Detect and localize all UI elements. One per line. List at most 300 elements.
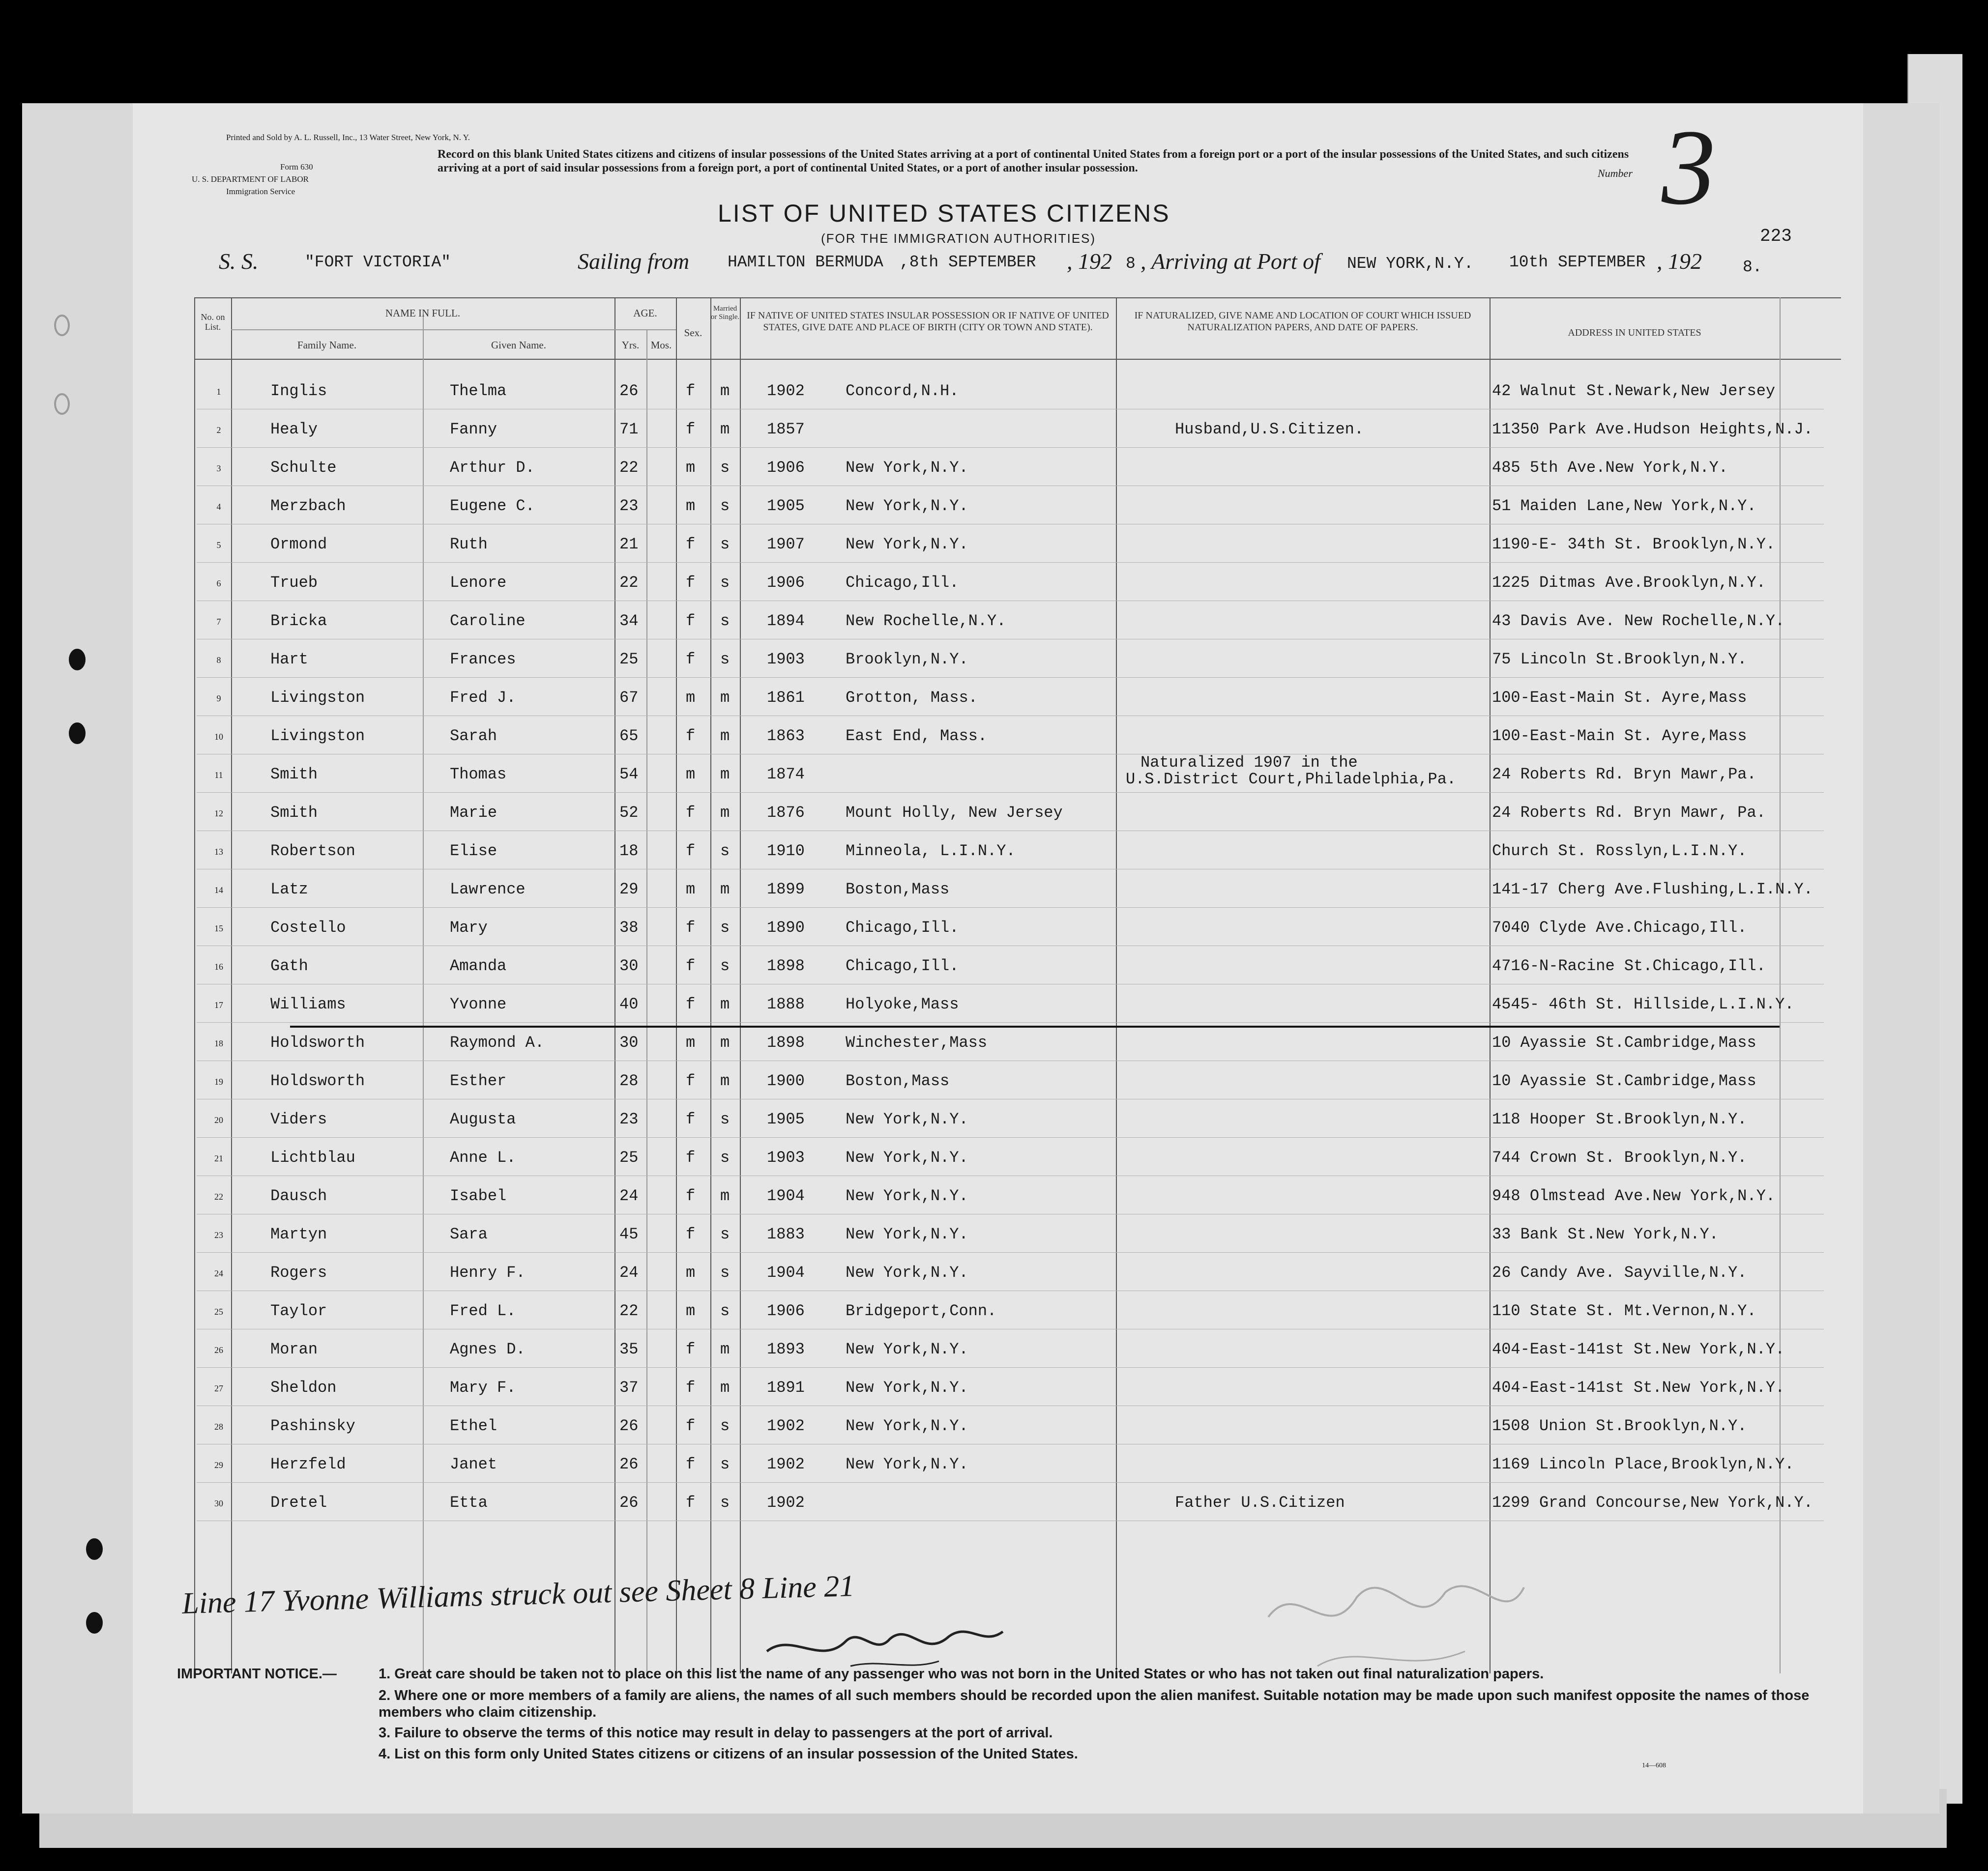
cell-sex: m (686, 459, 696, 477)
cell-yrs: 29 (619, 880, 639, 898)
cell-ms: s (720, 459, 730, 477)
row-number: 24 (214, 1268, 223, 1278)
cell-yrs: 26 (619, 1455, 639, 1473)
cell-family: Merzbach (270, 497, 346, 515)
table-row (133, 1368, 1863, 1406)
cell-yrs: 28 (619, 1072, 639, 1090)
department-name: U. S. DEPARTMENT OF LABOR (192, 174, 309, 184)
row-number: 20 (214, 1115, 223, 1125)
cell-place: Grotton, Mass. (846, 689, 978, 707)
row-number: 8 (216, 655, 221, 665)
cell-place: New York,N.Y. (846, 1379, 968, 1397)
cell-ms: s (720, 1225, 730, 1243)
binder-hole (54, 393, 70, 415)
cell-sex: m (686, 880, 696, 898)
cell-year: 1905 (767, 1110, 805, 1128)
col-header-married: Married or Single. (710, 305, 740, 321)
cell-yrs: 22 (619, 459, 639, 477)
row-number: 5 (216, 540, 221, 550)
row-number: 4 (216, 502, 221, 512)
notice-item-2: 2. Where one or more members of a family are aliens, the names of all such members should be recorded upon the alien manifest. Suitable notation may be made upon such manifest opposite the names of those members who claim citizenship. (379, 1688, 1810, 1720)
row-number: 17 (214, 1000, 223, 1010)
cell-family: Herzfeld (270, 1455, 346, 1473)
cell-yrs: 52 (619, 804, 639, 822)
cell-year: 1898 (767, 957, 805, 975)
number-label: Number (1598, 167, 1633, 179)
cell-sex: f (686, 1110, 696, 1128)
cell-place: Winchester,Mass (846, 1034, 988, 1052)
cell-addr: 1190-E- 34th St. Brooklyn,N.Y. (1492, 535, 1776, 553)
cell-addr: 51 Maiden Lane,New York,N.Y. (1492, 497, 1756, 515)
arriving-port: NEW YORK,N.Y. (1347, 255, 1474, 273)
row-number: 28 (214, 1422, 223, 1432)
cell-sex: f (686, 1417, 696, 1435)
cell-yrs: 34 (619, 612, 639, 630)
cell-addr: 404-East-141st St.New York,N.Y. (1492, 1379, 1785, 1397)
cell-sex: m (686, 1302, 696, 1320)
form-code: 14—608 (1642, 1762, 1666, 1769)
cell-family: Taylor (270, 1302, 327, 1320)
cell-addr: 1508 Union St.Brooklyn,N.Y. (1492, 1417, 1747, 1435)
cell-place: East End, Mass. (846, 727, 988, 745)
row-number: 15 (214, 923, 223, 933)
cell-ms: s (720, 919, 730, 937)
cell-given: Thomas (450, 765, 507, 783)
cell-year: 1906 (767, 574, 805, 592)
row-number: 21 (214, 1153, 223, 1163)
cell-given: Janet (450, 1455, 497, 1473)
table-row (133, 1444, 1863, 1483)
row-number: 9 (216, 693, 221, 703)
cell-addr: 100-East-Main St. Ayre,Mass (1492, 727, 1747, 745)
cell-year: 1894 (767, 612, 805, 630)
table-row (133, 831, 1863, 869)
cell-addr: 141-17 Cherg Ave.Flushing,L.I.N.Y. (1492, 880, 1813, 898)
cell-ms: m (720, 727, 730, 745)
cell-place: New York,N.Y. (846, 535, 968, 553)
cell-given: Ethel (450, 1417, 497, 1435)
table-row (133, 869, 1863, 908)
col-header-yrs: Yrs. (621, 339, 640, 351)
cell-given: Elise (450, 842, 497, 860)
cell-yrs: 25 (619, 650, 639, 668)
cell-addr: 1299 Grand Concourse,New York,N.Y. (1492, 1494, 1813, 1512)
cell-given: Eugene C. (450, 497, 535, 515)
cell-year: 1910 (767, 842, 805, 860)
cell-ms: m (720, 995, 730, 1013)
row-number: 3 (216, 463, 221, 473)
cell-place: New York,N.Y. (846, 459, 968, 477)
cell-ms: m (720, 382, 730, 400)
row-number: 22 (214, 1192, 223, 1202)
cell-place: New York,N.Y. (846, 497, 968, 515)
cell-addr: 42 Walnut St.Newark,New Jersey (1492, 382, 1776, 400)
row-number: 7 (216, 617, 221, 627)
row-number: 6 (216, 578, 221, 588)
table-row (133, 754, 1863, 793)
cell-ms: m (720, 1340, 730, 1358)
cell-yrs: 71 (619, 420, 639, 438)
cell-yrs: 26 (619, 382, 639, 400)
cell-given: Augusta (450, 1110, 516, 1128)
subheader-rule (231, 329, 676, 330)
page-title: LIST OF UNITED STATES CITIZENS (718, 200, 1170, 227)
cell-place: Mount Holly, New Jersey (846, 804, 1063, 822)
cell-ms: s (720, 1302, 730, 1320)
cell-given: Caroline (450, 612, 526, 630)
cell-ms: m (720, 804, 730, 822)
cell-given: Sarah (450, 727, 497, 745)
notice-heading: IMPORTANT NOTICE.— (177, 1666, 337, 1682)
cell-ms: s (720, 1149, 730, 1167)
table-row (133, 908, 1863, 946)
cell-ms: m (720, 1187, 730, 1205)
cell-year: 1861 (767, 689, 805, 707)
col-header-birth: IF NATIVE OF UNITED STATES INSULAR POSSESSION OR IF NATIVE OF UNITED STATES, GIVE DATE AND PLACE OF BIRTH (CITY OR TOWN AND STATE). (747, 310, 1109, 333)
cell-sex: f (686, 1149, 696, 1167)
table-row (133, 563, 1863, 601)
cell-sex: m (686, 497, 696, 515)
cell-addr: 4545- 46th St. Hillside,L.I.N.Y. (1492, 995, 1794, 1013)
cell-addr: 744 Crown St. Brooklyn,N.Y. (1492, 1149, 1747, 1167)
cell-ms: s (720, 842, 730, 860)
cell-yrs: 30 (619, 957, 639, 975)
cell-given: Yvonne (450, 995, 507, 1013)
cell-given: Raymond A. (450, 1034, 545, 1052)
cell-ms: m (720, 689, 730, 707)
notice-item-1: 1. Great care should be taken not to place on this list the name of any passenger who was not born in the United States or who has not taken out final naturalization papers. (379, 1666, 1544, 1682)
sailing-year-prefix: , 192 (1067, 249, 1112, 274)
cell-place: New York,N.Y. (846, 1110, 968, 1128)
printer-line: Printed and Sold by A. L. Russell, Inc., 13 Water Street, New York, N. Y. (226, 133, 470, 142)
cell-family: Livingston (270, 727, 365, 745)
cell-ms: m (720, 1072, 730, 1090)
cell-sex: f (686, 1340, 696, 1358)
cell-addr: 1225 Ditmas Ave.Brooklyn,N.Y. (1492, 574, 1766, 592)
cell-place: New York,N.Y. (846, 1187, 968, 1205)
cell-yrs: 24 (619, 1187, 639, 1205)
table-row (133, 1253, 1863, 1291)
sailing-label: Sailing from (578, 249, 690, 274)
cell-family: Sheldon (270, 1379, 337, 1397)
cell-ms: m (720, 420, 730, 438)
notice-item-3: 3. Failure to observe the terms of this notice may result in delay to passengers at the port of arrival. (379, 1725, 1053, 1741)
cell-place: Boston,Mass (846, 880, 950, 898)
strike-through-line (290, 1026, 1780, 1028)
cell-family: Latz (270, 880, 308, 898)
cell-year: 1890 (767, 919, 805, 937)
binder-hole (86, 1538, 103, 1560)
cell-given: Fred J. (450, 689, 516, 707)
cell-addr: 4716-N-Racine St.Chicago,Ill. (1492, 957, 1766, 975)
cell-addr: 7040 Clyde Ave.Chicago,Ill. (1492, 919, 1747, 937)
cell-addr: 118 Hooper St.Brooklyn,N.Y. (1492, 1110, 1747, 1128)
cell-given: Ruth (450, 535, 488, 553)
table-row (133, 1483, 1863, 1521)
cell-place: Minneola, L.I.N.Y. (846, 842, 1016, 860)
cell-yrs: 26 (619, 1417, 639, 1435)
page-subtitle: (FOR THE IMMIGRATION AUTHORITIES) (821, 231, 1096, 246)
cell-ms: s (720, 1455, 730, 1473)
cell-given: Mary (450, 919, 488, 937)
cell-yrs: 45 (619, 1225, 639, 1243)
sailing-from: HAMILTON BERMUDA (728, 253, 883, 271)
cell-sex: f (686, 650, 696, 668)
cell-ms: s (720, 497, 730, 515)
cell-family: Smith (270, 765, 318, 783)
form-number: Form 630 (280, 162, 313, 172)
col-header-given: Given Name. (491, 339, 546, 351)
cell-ms: m (720, 1034, 730, 1052)
cell-year: 1898 (767, 1034, 805, 1052)
cell-sex: f (686, 919, 696, 937)
cell-addr: 26 Candy Ave. Sayville,N.Y. (1492, 1264, 1747, 1282)
table-row (133, 486, 1863, 524)
cell-place: Boston,Mass (846, 1072, 950, 1090)
cell-yrs: 40 (619, 995, 639, 1013)
cell-ms: m (720, 1379, 730, 1397)
cell-family: Lichtblau (270, 1149, 355, 1167)
cell-addr: 24 Roberts Rd. Bryn Mawr,Pa. (1492, 765, 1756, 783)
cell-addr: 33 Bank St.New York,N.Y. (1492, 1225, 1719, 1243)
row-number: 18 (214, 1038, 223, 1048)
row-number: 27 (214, 1383, 223, 1393)
cell-family: Holdsworth (270, 1034, 365, 1052)
page-stamp: 223 (1760, 226, 1792, 246)
col-header-sex: Sex. (684, 327, 702, 339)
handwritten-annotation: Line 17 Yvonne Williams struck out see Sheet 8 Line 21 (181, 1569, 855, 1620)
cell-given: Frances (450, 650, 516, 668)
col-header-family: Family Name. (297, 339, 357, 351)
cell-place: New York,N.Y. (846, 1455, 968, 1473)
cell-yrs: 22 (619, 1302, 639, 1320)
cell-place: Chicago,Ill. (846, 574, 959, 592)
cell-ms: s (720, 1494, 730, 1512)
cell-addr: 10 Ayassie St.Cambridge,Mass (1492, 1034, 1756, 1052)
cell-place: New Rochelle,N.Y. (846, 612, 1006, 630)
cell-sex: f (686, 420, 696, 438)
cell-addr: 110 State St. Mt.Vernon,N.Y. (1492, 1302, 1756, 1320)
cell-ms: s (720, 1417, 730, 1435)
sailing-date: ,8th SEPTEMBER (900, 253, 1036, 271)
cell-sex: f (686, 382, 696, 400)
cell-sex: m (686, 689, 696, 707)
table-row (133, 793, 1863, 831)
cell-yrs: 18 (619, 842, 639, 860)
cell-year: 1904 (767, 1187, 805, 1205)
cell-ms: s (720, 1264, 730, 1282)
cell-yrs: 24 (619, 1264, 639, 1282)
cell-ms: m (720, 765, 730, 783)
cell-given: Mary F. (450, 1379, 516, 1397)
cell-family: Schulte (270, 459, 337, 477)
table-row (133, 984, 1863, 1023)
cell-sex: f (686, 1455, 696, 1473)
cell-given: Fanny (450, 420, 497, 438)
cell-ms: s (720, 650, 730, 668)
cell-family: Bricka (270, 612, 327, 630)
cell-place: Holyoke,Mass (846, 995, 959, 1013)
col-header-name: NAME IN FULL. (385, 307, 461, 319)
table-row (133, 1406, 1863, 1444)
table-row (133, 1099, 1863, 1138)
cell-yrs: 67 (619, 689, 639, 707)
cell-given: Arthur D. (450, 459, 535, 477)
cell-naturalized: Naturalized 1907 in the (1140, 753, 1358, 772)
cell-year: 1902 (767, 1494, 805, 1512)
cell-place: Bridgeport,Conn. (846, 1302, 997, 1320)
cell-sex: f (686, 1379, 696, 1397)
cell-family: Dretel (270, 1494, 327, 1512)
cell-year: 1906 (767, 1302, 805, 1320)
cell-ms: s (720, 535, 730, 553)
cell-yrs: 26 (619, 1494, 639, 1512)
cell-family: Gath (270, 957, 308, 975)
cell-sex: f (686, 727, 696, 745)
cell-place: New York,N.Y. (846, 1340, 968, 1358)
binder-hole (69, 722, 86, 744)
cell-year: 1902 (767, 382, 805, 400)
cell-year: 1888 (767, 995, 805, 1013)
cell-sex: m (686, 765, 696, 783)
cell-given: Marie (450, 804, 497, 822)
cell-given: Agnes D. (450, 1340, 526, 1358)
arriving-date: 10th SEPTEMBER (1509, 253, 1646, 271)
cell-ms: m (720, 880, 730, 898)
col-header-age: AGE. (633, 307, 657, 319)
binder-hole (69, 649, 86, 670)
cell-year: 1906 (767, 459, 805, 477)
col-header-mos: Mos. (650, 339, 672, 351)
cell-ms: s (720, 1110, 730, 1128)
notice-item-4: 4. List on this form only United States citizens or citizens of an insular possession of the United States. (379, 1746, 1078, 1762)
cell-year: 1903 (767, 1149, 805, 1167)
table-row (133, 448, 1863, 486)
ss-label: S. S. (219, 249, 259, 274)
table-row (133, 1176, 1863, 1214)
cell-given: Henry F. (450, 1264, 526, 1282)
table-row (133, 946, 1863, 984)
instructions-text: Record on this blank United States citizens and citizens of insular possessions of the United States arriving at a port of continental United States from a foreign port or a port of the insular possessions of the United States, and such citizens arriving at a port of said insular possessions from a foreign port, a port of continental United States, or a port of another insular possession. (438, 148, 1629, 174)
row-number: 2 (216, 425, 221, 435)
cell-place: Chicago,Ill. (846, 919, 959, 937)
cell-given: Amanda (450, 957, 507, 975)
cell-addr: Church St. Rosslyn,L.I.N.Y. (1492, 842, 1747, 860)
cell-year: 1874 (767, 765, 805, 783)
row-number: 12 (214, 808, 223, 818)
cell-year: 1905 (767, 497, 805, 515)
cell-family: Dausch (270, 1187, 327, 1205)
cell-given: Lawrence (450, 880, 526, 898)
cell-place: New York,N.Y. (846, 1225, 968, 1243)
arriving-year-suffix: 8. (1743, 258, 1762, 276)
row-number: 25 (214, 1307, 223, 1317)
cell-year: 1863 (767, 727, 805, 745)
cell-family: Holdsworth (270, 1072, 365, 1090)
table-top-rule (194, 297, 1841, 298)
cell-family: Inglis (270, 382, 327, 400)
arriving-label: , Arriving at Port of (1140, 249, 1320, 274)
cell-year: 1891 (767, 1379, 805, 1397)
cell-family: Martyn (270, 1225, 327, 1243)
cell-sex: m (686, 1034, 696, 1052)
cell-addr: 10 Ayassie St.Cambridge,Mass (1492, 1072, 1756, 1090)
cell-sex: f (686, 1225, 696, 1243)
cell-addr: 75 Lincoln St.Brooklyn,N.Y. (1492, 650, 1747, 668)
cell-family: Williams (270, 995, 346, 1013)
cell-given: Isabel (450, 1187, 507, 1205)
arriving-year-prefix: , 192 (1657, 249, 1702, 274)
row-number: 10 (214, 732, 223, 742)
row-number: 14 (214, 885, 223, 895)
cell-given: Thelma (450, 382, 507, 400)
cell-given: Anne L. (450, 1149, 516, 1167)
cell-family: Smith (270, 804, 318, 822)
row-number: 19 (214, 1077, 223, 1087)
cell-year: 1902 (767, 1417, 805, 1435)
cell-sex: f (686, 842, 696, 860)
cell-sex: f (686, 1494, 696, 1512)
cell-place: New York,N.Y. (846, 1264, 968, 1282)
cell-year: 1900 (767, 1072, 805, 1090)
cell-family: Healy (270, 420, 318, 438)
cell-family: Moran (270, 1340, 318, 1358)
col-header-address: ADDRESS IN UNITED STATES (1568, 327, 1701, 338)
cell-family: Ormond (270, 535, 327, 553)
cell-ms: s (720, 957, 730, 975)
cell-given: Esther (450, 1072, 507, 1090)
table-row (133, 1291, 1863, 1329)
cell-sex: m (686, 1264, 696, 1282)
cell-year: 1883 (767, 1225, 805, 1243)
cell-family: Trueb (270, 574, 318, 592)
cell-family: Viders (270, 1110, 327, 1128)
cell-family: Costello (270, 919, 346, 937)
cell-yrs: 23 (619, 497, 639, 515)
cell-yrs: 21 (619, 535, 639, 553)
cell-family: Pashinsky (270, 1417, 355, 1435)
cell-place: Chicago,Ill. (846, 957, 959, 975)
cell-yrs: 25 (619, 1149, 639, 1167)
cell-yrs: 23 (619, 1110, 639, 1128)
cell-addr: 43 Davis Ave. New Rochelle,N.Y. (1492, 612, 1785, 630)
row-number: 1 (216, 387, 221, 397)
cell-sex: f (686, 612, 696, 630)
row-number: 23 (214, 1230, 223, 1240)
cell-addr: 24 Roberts Rd. Bryn Mawr, Pa. (1492, 804, 1766, 822)
table-row (133, 716, 1863, 754)
cell-addr: 404-East-141st St.New York,N.Y. (1492, 1340, 1785, 1358)
row-number: 30 (214, 1498, 223, 1508)
cell-naturalized: U.S.District Court,Philadelphia,Pa. (1126, 770, 1457, 788)
cell-naturalized: Husband,U.S.Citizen. (1175, 420, 1364, 438)
cell-family: Hart (270, 650, 308, 668)
cell-sex: f (686, 1187, 696, 1205)
sailing-year-suffix: 8 (1126, 255, 1136, 273)
cell-sex: f (686, 1072, 696, 1090)
cell-addr: 485 5th Ave.New York,N.Y. (1492, 459, 1728, 477)
cell-ms: s (720, 574, 730, 592)
cell-given: Sara (450, 1225, 488, 1243)
cell-given: Etta (450, 1494, 488, 1512)
col-header-naturalized: IF NATURALIZED, GIVE NAME AND LOCATION OF COURT WHICH ISSUED NATURALIZATION PAPERS, AND DATE OF PAPERS. (1134, 310, 1471, 333)
cell-year: 1893 (767, 1340, 805, 1358)
cell-sex: f (686, 957, 696, 975)
number-value: 3 (1662, 107, 1716, 227)
table-row (133, 524, 1863, 563)
cell-addr: 948 Olmstead Ave.New York,N.Y. (1492, 1187, 1776, 1205)
table-row (133, 371, 1863, 409)
